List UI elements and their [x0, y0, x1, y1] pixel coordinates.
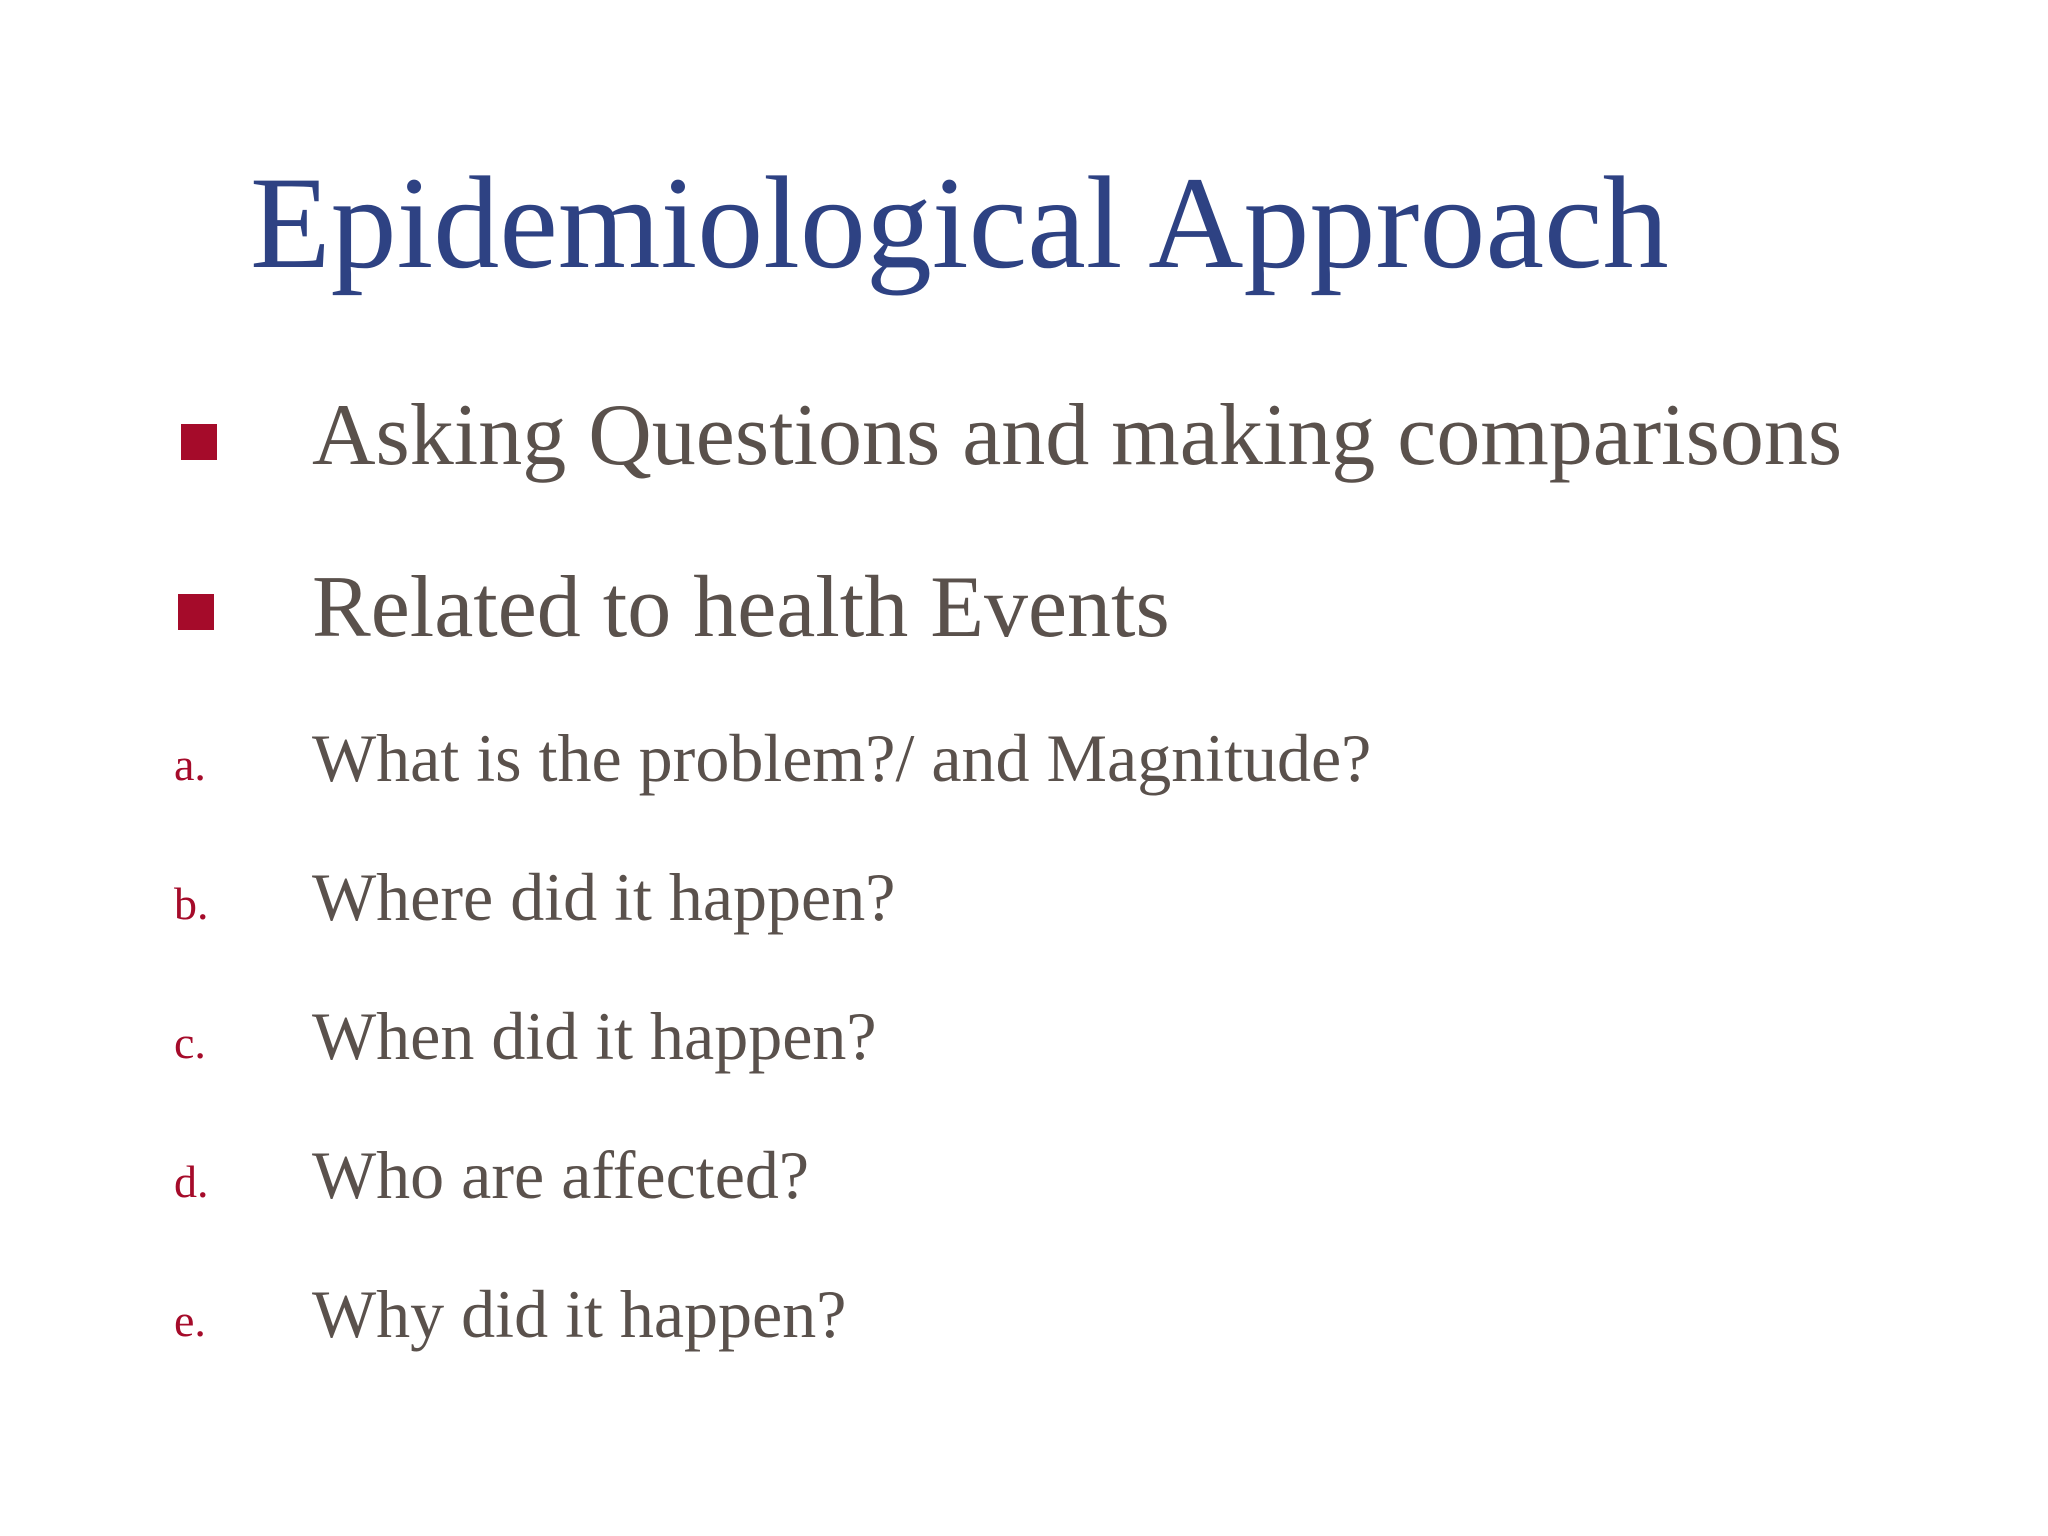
- list-marker: b.: [174, 878, 209, 929]
- square-bullet-icon: [178, 594, 214, 630]
- list-marker: d.: [174, 1156, 209, 1207]
- list-marker: e.: [174, 1295, 206, 1346]
- bullet-text: Related to health Events: [312, 559, 1170, 656]
- list-item-text: Where did it happen?: [312, 859, 896, 935]
- square-bullet-icon: [181, 424, 217, 460]
- list-marker: c.: [174, 1017, 206, 1068]
- list-item-text: What is the problem?/ and Magnitude?: [312, 720, 1372, 796]
- list-item-text: Who are affected?: [312, 1137, 810, 1213]
- list-item-text: Why did it happen?: [312, 1276, 847, 1352]
- bullet-text: Asking Questions and making comparisons: [312, 387, 1843, 484]
- list-item-text: When did it happen?: [312, 998, 877, 1074]
- list-marker: a.: [174, 739, 206, 790]
- slide-title: Epidemiological Approach: [250, 149, 1669, 296]
